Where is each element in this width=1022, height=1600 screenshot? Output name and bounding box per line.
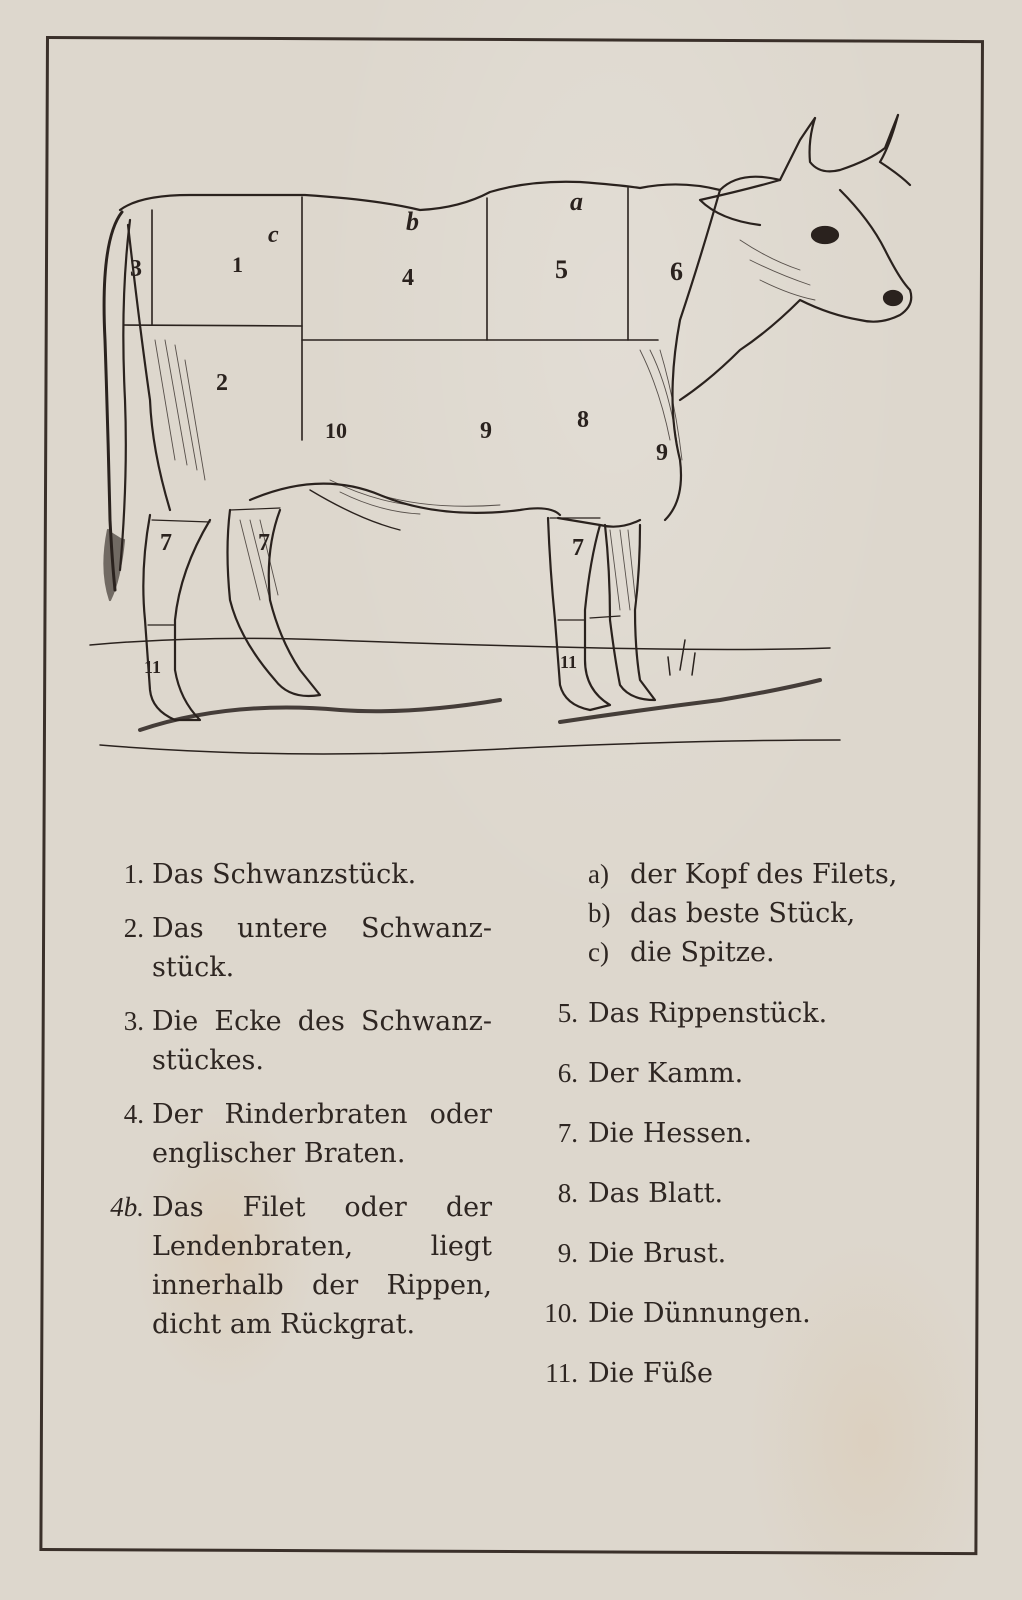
legend-item-4 xyxy=(100,1095,492,1173)
legend-number: 10. xyxy=(544,1298,578,1328)
legend-text: Der Kamm. xyxy=(588,1058,744,1089)
legend-number: 7. xyxy=(557,1118,578,1148)
label-10: 10 xyxy=(325,418,347,443)
legend-right-column xyxy=(520,855,940,1414)
legend-text: Das Rippenstück. xyxy=(588,998,828,1029)
cut-labels xyxy=(130,187,683,677)
label-6: 6 xyxy=(670,257,683,286)
legend-subitem-a xyxy=(520,855,940,894)
cow-illustration xyxy=(80,100,940,780)
legend-number: 6. xyxy=(557,1058,578,1088)
legend-text: Der Rinderbraten oder englischer Braten. xyxy=(152,1099,492,1169)
legend-left-column xyxy=(100,855,492,1359)
legend-item-9 xyxy=(520,1234,940,1273)
legend-item-11 xyxy=(520,1354,940,1393)
label-11-hind: 11 xyxy=(144,657,162,677)
legend-text: Die Brust. xyxy=(588,1238,727,1269)
legend-subnumber: a) xyxy=(588,859,609,889)
filet-subitems xyxy=(520,855,940,972)
legend-text: Die Ecke des Schwanzstückes. xyxy=(152,1006,492,1076)
label-1: 1 xyxy=(232,252,243,277)
legend-number: 9. xyxy=(557,1238,578,1268)
label-4b-a: a xyxy=(570,187,583,216)
label-11-front: 11 xyxy=(560,652,578,672)
label-7-front: 7 xyxy=(572,535,584,561)
legend-item-7 xyxy=(520,1114,940,1153)
legend-text: Die Füße xyxy=(588,1358,713,1389)
legend-subnumber: c) xyxy=(588,937,609,967)
label-9-left: 9 xyxy=(480,418,492,444)
legend-number: 1. xyxy=(123,859,144,889)
label-4b-b: b xyxy=(406,207,419,236)
legend-item-8 xyxy=(520,1174,940,1213)
legend-subitem-c xyxy=(520,933,940,972)
label-8: 8 xyxy=(577,407,589,433)
legend-item-10 xyxy=(520,1294,940,1333)
legend-number: 4. xyxy=(123,1099,144,1129)
label-4: 4 xyxy=(402,265,414,291)
label-2: 2 xyxy=(216,370,228,396)
label-9-right: 9 xyxy=(656,440,668,466)
legend-text: Die Hessen. xyxy=(588,1118,753,1149)
legend-item-3 xyxy=(100,1002,492,1080)
legend-number: 5. xyxy=(557,998,578,1028)
legend-item-6 xyxy=(520,1054,940,1093)
legend-item-2 xyxy=(100,909,492,987)
label-7-hind-right: 7 xyxy=(258,530,270,556)
legend-text: Die Dünnungen. xyxy=(588,1298,811,1329)
cow-drawing xyxy=(80,100,940,780)
legend-text: Das untere Schwanzstück. xyxy=(152,913,492,983)
legend-number: 11. xyxy=(545,1358,578,1388)
legend-subnumber: b) xyxy=(588,898,611,928)
label-3: 3 xyxy=(130,256,142,282)
label-5: 5 xyxy=(555,255,568,284)
legend-number: 2. xyxy=(123,913,144,943)
label-4b-c: c xyxy=(268,222,279,248)
legend-number: 3. xyxy=(123,1006,144,1036)
legend-subtext: das beste Stück, xyxy=(630,898,856,929)
legend-item-4b xyxy=(100,1188,492,1344)
legend-text: Das Blatt. xyxy=(588,1178,724,1209)
legend-item-1 xyxy=(100,855,492,894)
legend-subitem-b xyxy=(520,894,940,933)
label-7-hind-left: 7 xyxy=(160,530,172,556)
legend-item-5 xyxy=(520,994,940,1033)
legend-number: 8. xyxy=(557,1178,578,1208)
legend-number: 4b. xyxy=(110,1192,144,1222)
legend-text: Das Schwanzstück. xyxy=(152,859,417,890)
legend-subtext: der Kopf des Filets, xyxy=(630,859,898,890)
legend-text: Das Filet oder der Lendenbraten, liegt innerhalb der Rippen, dicht am Rückgrat. xyxy=(152,1192,492,1340)
legend-subtext: die Spitze. xyxy=(630,937,775,968)
